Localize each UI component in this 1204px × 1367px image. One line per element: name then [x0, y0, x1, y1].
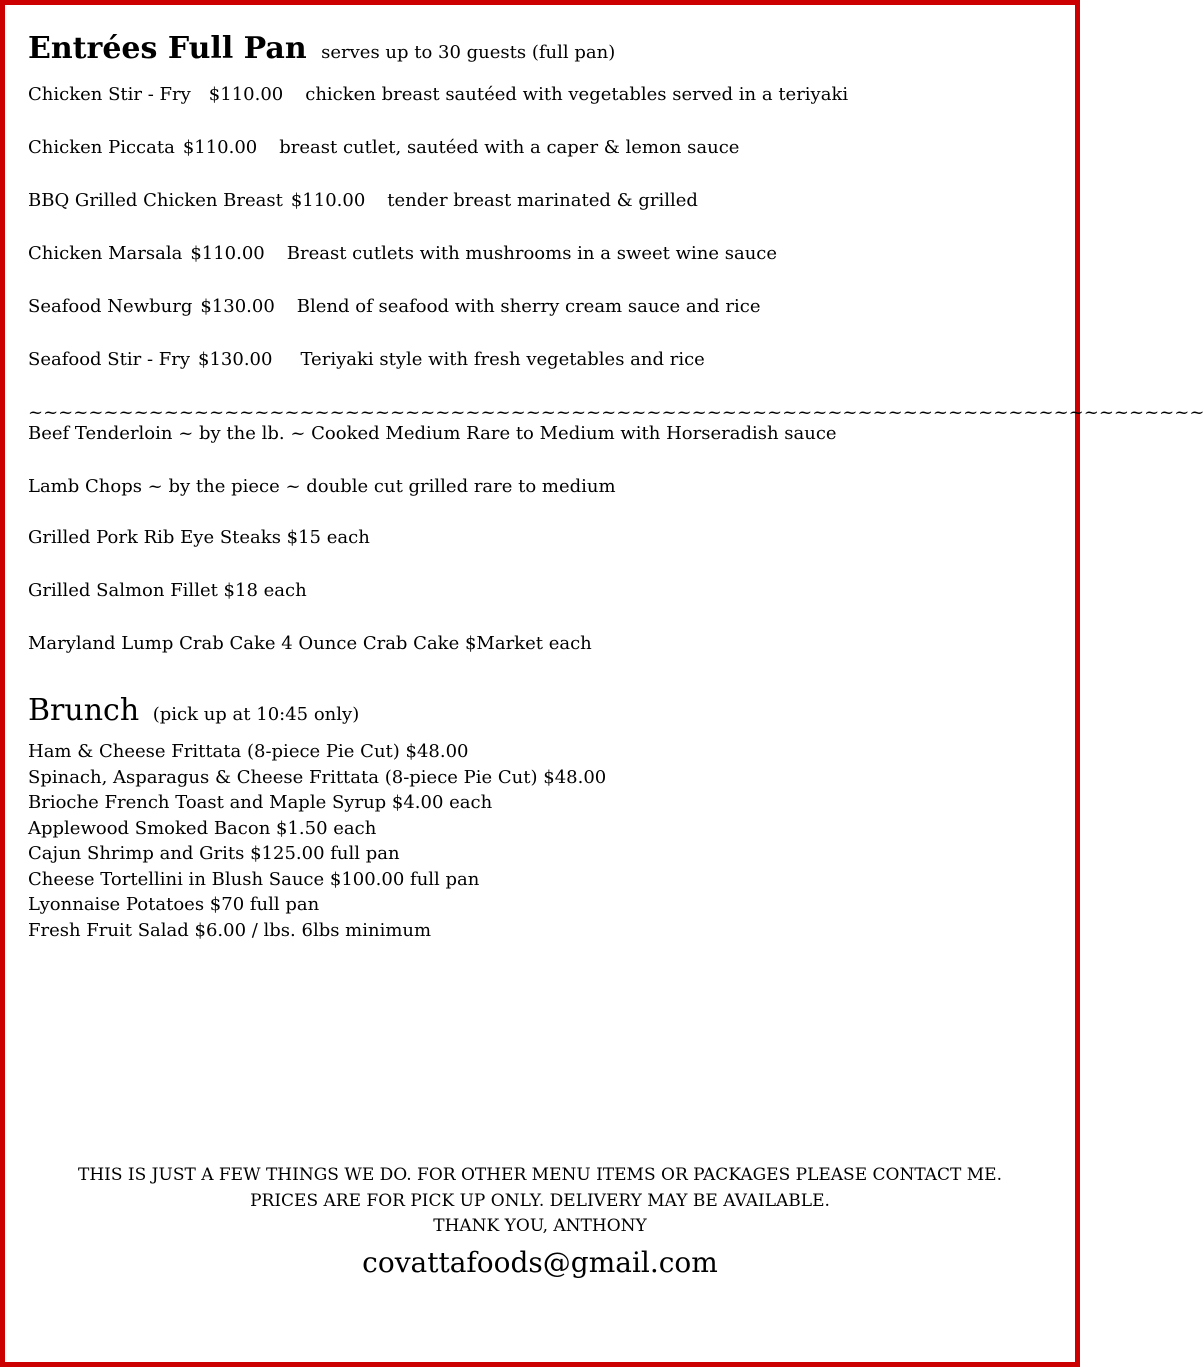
entrees-list	[28, 85, 1058, 403]
brunch-section	[28, 689, 1058, 943]
special-item: Lamb Chops ~ by the piece ~ double cut grilled rare to medium	[28, 476, 616, 497]
entree-item	[28, 244, 1058, 297]
brunch-item: Cheese Tortellini in Blush Sauce $100.00 full pan	[28, 868, 480, 890]
special-item: Grilled Pork Rib Eye Steaks $15 each	[28, 527, 370, 548]
entree-price: $110.00	[290, 190, 366, 211]
entree-price: $110.00	[208, 84, 284, 105]
entrees-note: serves up to 30 guests (full pan)	[321, 42, 616, 63]
footer-line: PRICES ARE FOR PICK UP ONLY. DELIVERY MAY BE AVAILABLE.	[250, 1190, 830, 1211]
footer-line: THIS IS JUST A FEW THINGS WE DO. FOR OTHER MENU ITEMS OR PACKAGES PLEASE CONTACT ME.	[77, 1165, 1002, 1185]
brunch-item: Cajun Shrimp and Grits $125.00 full pan	[28, 843, 400, 864]
entree-name: Chicken Marsala	[28, 243, 183, 264]
entree-item	[28, 350, 1058, 403]
entree-item	[28, 297, 1058, 350]
brunch-item: Fresh Fruit Salad $6.00 / lbs. 6lbs minimum	[28, 919, 432, 941]
entree-description: Blend of seafood with sherry cream sauce and rice	[296, 296, 761, 317]
entree-price: $130.00	[200, 296, 275, 317]
entree-price: $110.00	[182, 137, 258, 158]
entree-description: Teriyaki style with fresh vegetables and rice	[300, 349, 705, 370]
special-item: Maryland Lump Crab Cake 4 Ounce Crab Cake $Market each	[28, 633, 592, 654]
entree-price: $110.00	[190, 243, 265, 264]
entree-description: chicken breast sautéed with vegetables served in a teriyaki	[305, 84, 849, 105]
brunch-heading	[28, 689, 1058, 737]
special-item: Grilled Salmon Fillet $18 each	[28, 580, 307, 601]
brunch-title: Brunch	[28, 693, 140, 728]
tilde-divider: ~~~~~~~~~~~~~~~~~~~~~~~~~~~~~~~~~~~~~~~~~~~~~~~~~~~~~~~~~~~~~~~~~~~~~~~~~~~~~~	[28, 402, 1204, 423]
brunch-list	[28, 739, 1058, 943]
entree-item	[28, 138, 1058, 191]
footer-signoff: THANK YOU, ANTHONY	[433, 1216, 647, 1236]
menu-content	[28, 27, 1204, 943]
brunch-item: Brioche French Toast and Maple Syrup $4.00 each	[28, 792, 493, 813]
entree-price: $130.00	[198, 349, 273, 370]
entrees-title: Entrées Full Pan	[28, 31, 307, 66]
entree-description: tender breast marinated & grilled	[387, 190, 698, 211]
footer	[5, 1163, 1075, 1282]
brunch-item: Lyonnaise Potatoes $70 full pan	[28, 894, 320, 915]
brunch-item: Applewood Smoked Bacon $1.50 each	[28, 817, 377, 839]
entree-name: Seafood Stir - Fry	[28, 349, 191, 370]
brunch-note: (pick up at 10:45 only)	[152, 704, 360, 725]
specials-list	[28, 424, 1058, 687]
entrees-heading	[28, 27, 1058, 75]
entree-description: breast cutlet, sautéed with a caper & lemon sauce	[279, 137, 740, 158]
entree-name: Chicken Piccata	[28, 137, 175, 158]
entree-name: Seafood Newburg	[28, 296, 193, 317]
entree-name: Chicken Stir - Fry	[28, 84, 191, 105]
entree-description: Breast cutlets with mushrooms in a sweet wine sauce	[286, 243, 778, 264]
entree-item	[28, 85, 1058, 138]
entree-item	[28, 191, 1058, 244]
brunch-item: Spinach, Asparagus & Cheese Frittata (8-piece Pie Cut) $48.00	[28, 766, 607, 788]
contact-email[interactable]: covattafoods@gmail.com	[362, 1245, 718, 1279]
brunch-item: Ham & Cheese Frittata (8-piece Pie Cut) $48.00	[28, 741, 469, 762]
special-item: Beef Tenderloin ~ by the lb. ~ Cooked Medium Rare to Medium with Horseradish sauce	[28, 423, 837, 444]
entree-name: BBQ Grilled Chicken Breast	[28, 190, 283, 211]
